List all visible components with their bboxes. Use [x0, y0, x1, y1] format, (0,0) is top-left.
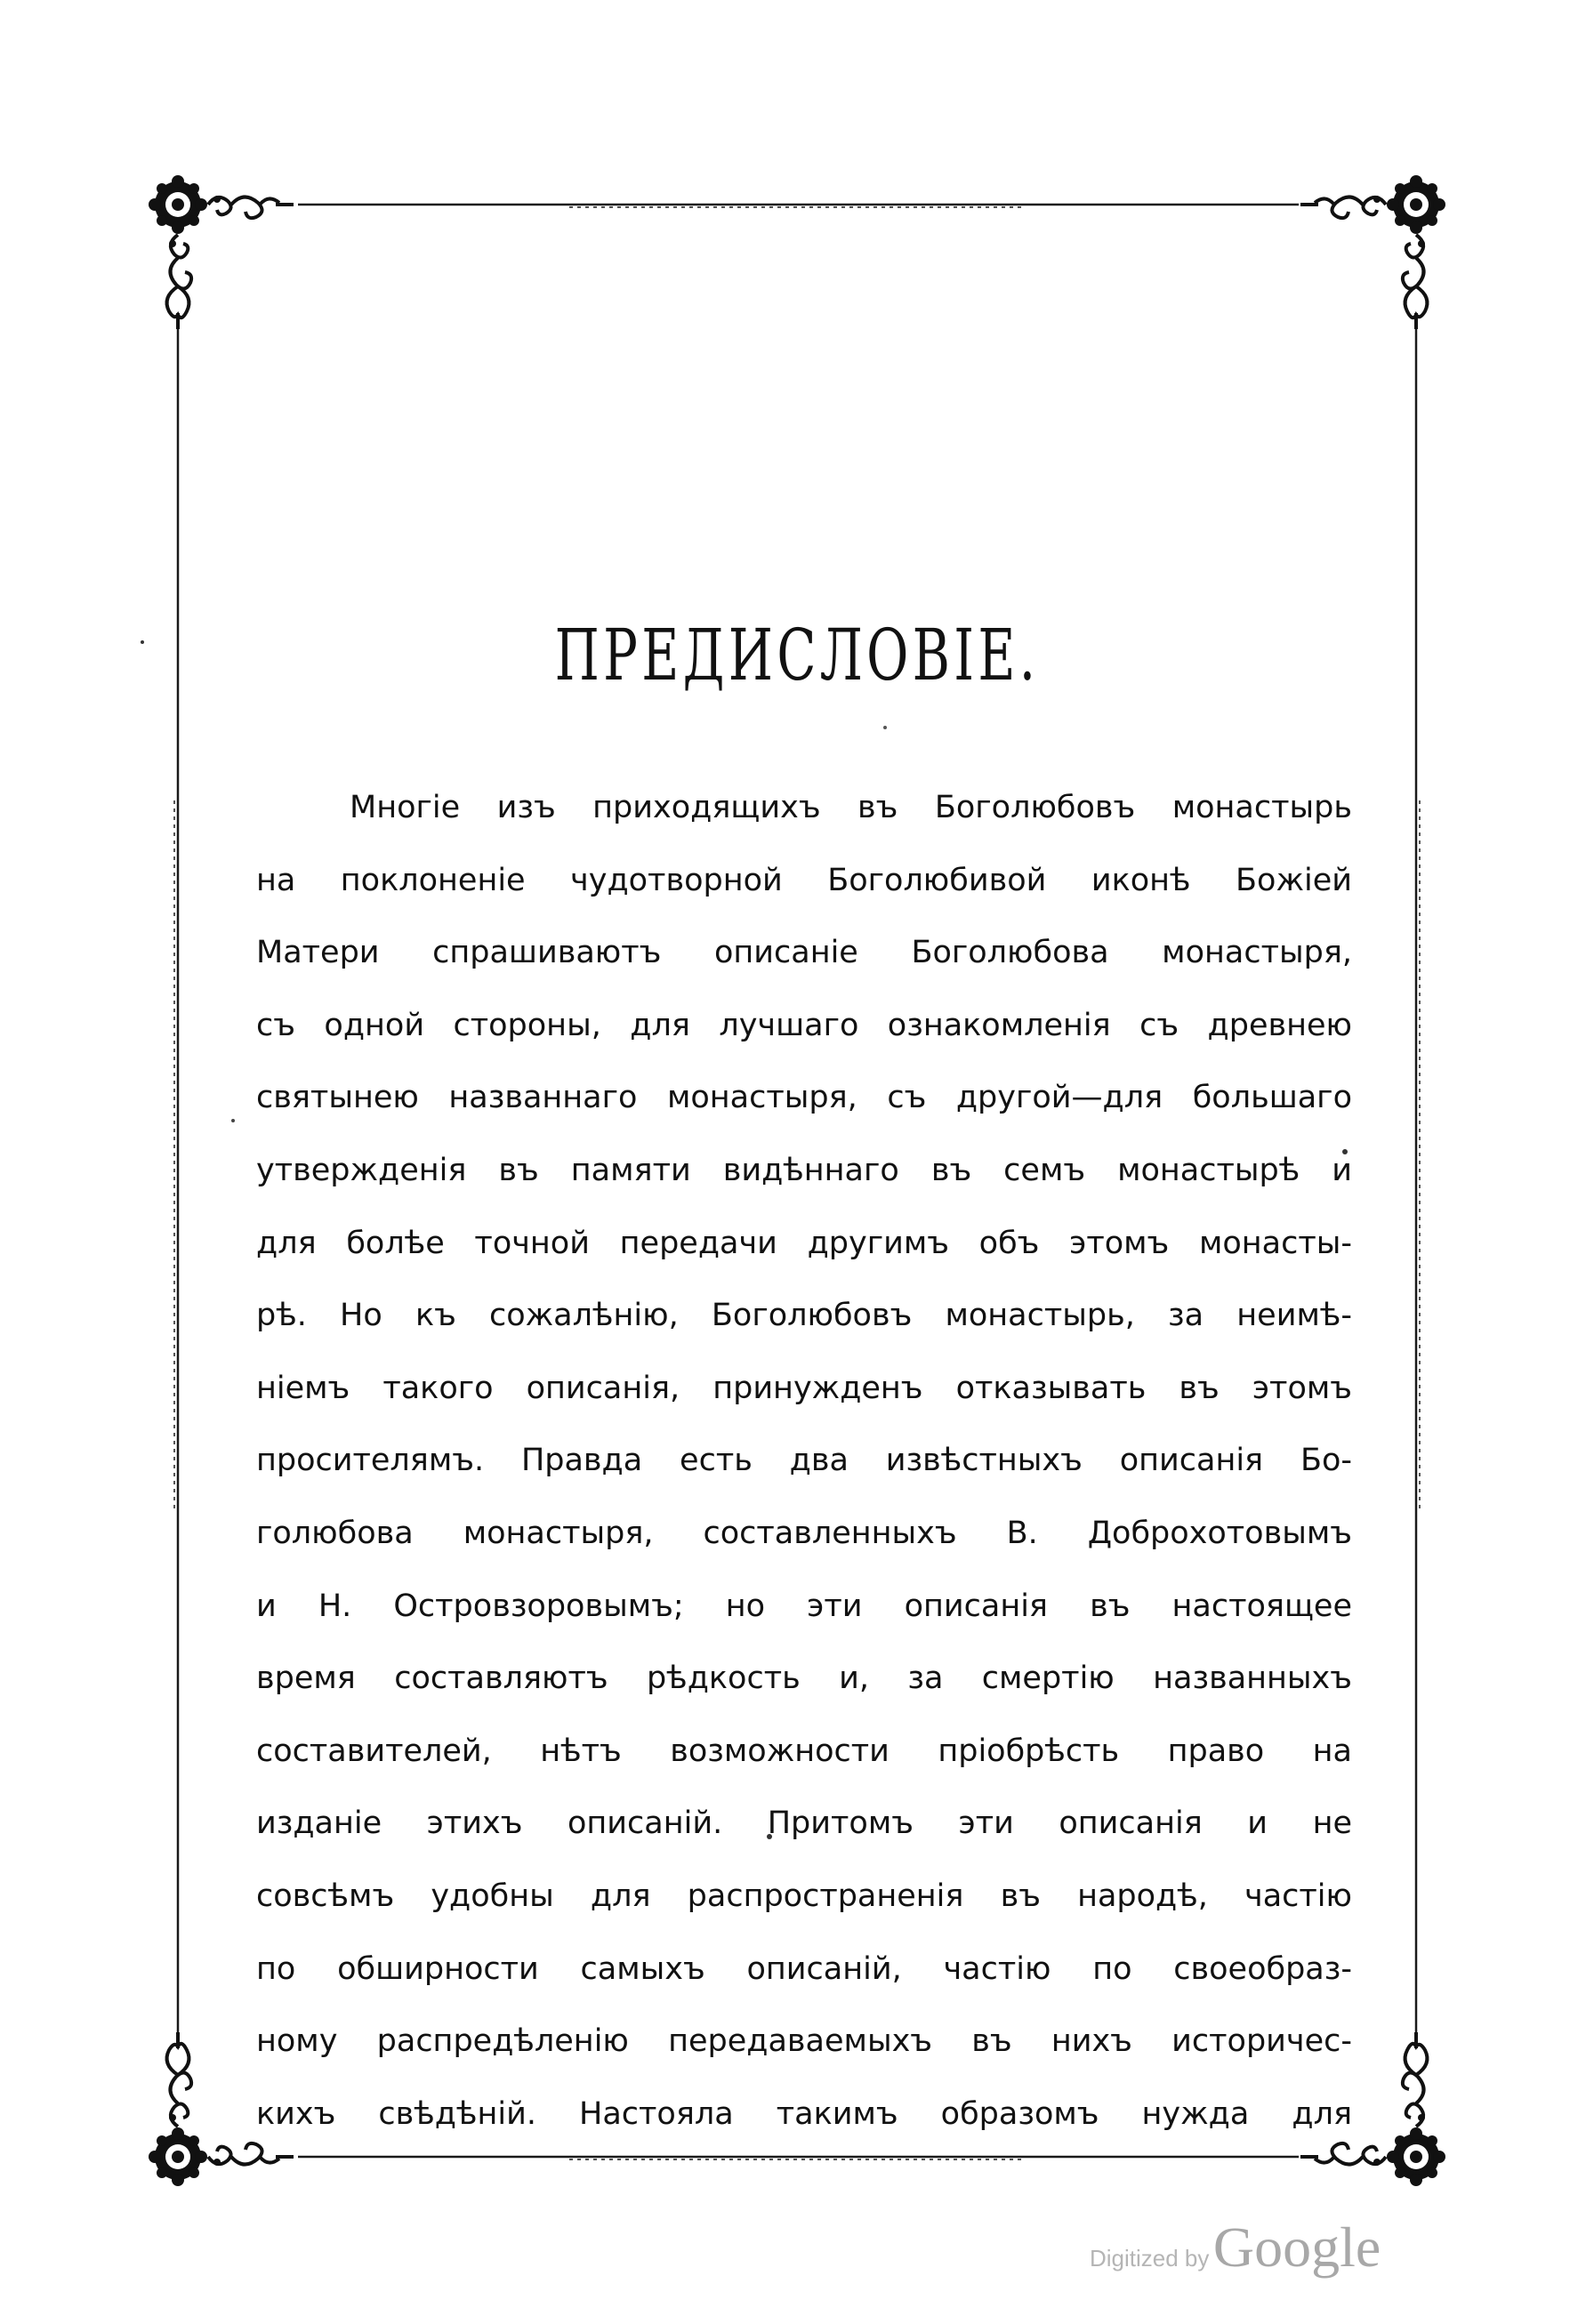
paragraph-line: Многіе изъ приходящихъ въ Боголюбовъ монастырь — [350, 790, 1352, 825]
watermark-prefix: Digitized by — [1090, 2245, 1210, 2272]
page-title: ПРЕДИСЛОВІЕ. — [554, 614, 1040, 696]
paragraph-line: кихъ свѣдѣній. Настояла такимъ образомъ нужда для — [256, 2095, 1352, 2132]
paragraph-line: и Н. Островзоровымъ; но эти описанія въ настоящее — [256, 1588, 1352, 1624]
paragraph-line: святынею названнаго монастыря, съ другой—для большаго — [256, 1080, 1352, 1116]
digitization-watermark — [1090, 2215, 1381, 2280]
paragraph-line: на поклоненіе чудотворной Боголюбивой иконѣ Божіей — [256, 862, 1352, 898]
paragraph-line: составителей, нѣтъ возможности пріобрѣсть право на — [256, 1733, 1352, 1769]
paragraph-line: для болѣе точной передачи другимъ объ этомъ монасты- — [256, 1225, 1352, 1261]
preface-paragraph — [256, 772, 1352, 2151]
paragraph-line: ному распредѣленію передаваемыхъ въ нихъ историчес- — [256, 2023, 1352, 2060]
paragraph-line: изданіе этихъ описаній. Притомъ эти описанія и не — [256, 1805, 1352, 1842]
paragraph-line: время составляютъ рѣдкость и, за смертію названныхъ — [256, 1661, 1352, 1697]
paragraph-line: Матери спрашиваютъ описаніе Боголюбова монастыря, — [256, 935, 1352, 971]
paragraph-line: утвержденія въ памяти видѣннаго въ семъ монастырѣ и — [256, 1152, 1352, 1188]
paragraph-line: просителямъ. Правда есть два извѣстныхъ описанія Бо- — [256, 1443, 1352, 1479]
paragraph-line: рѣ. Но къ сожалѣнію, Боголюбовъ монастырь, за неимѣ- — [256, 1298, 1352, 1334]
paragraph-line: по обширности самыхъ описаній, частію по своеобраз- — [256, 1950, 1352, 1987]
paragraph-line: съ одной стороны, для лучшаго ознакомленія съ древнею — [256, 1007, 1352, 1043]
paragraph-line: совсѣмъ удобны для распространенія въ народѣ, частію — [256, 1878, 1352, 1914]
paragraph-line: ніемъ такого описанія, принужденъ отказывать въ этомъ — [256, 1370, 1352, 1406]
paragraph-line: голюбова монастыря, составленныхъ В. Доброхотовымъ — [256, 1515, 1352, 1551]
watermark-logo: Google — [1212, 2215, 1381, 2279]
